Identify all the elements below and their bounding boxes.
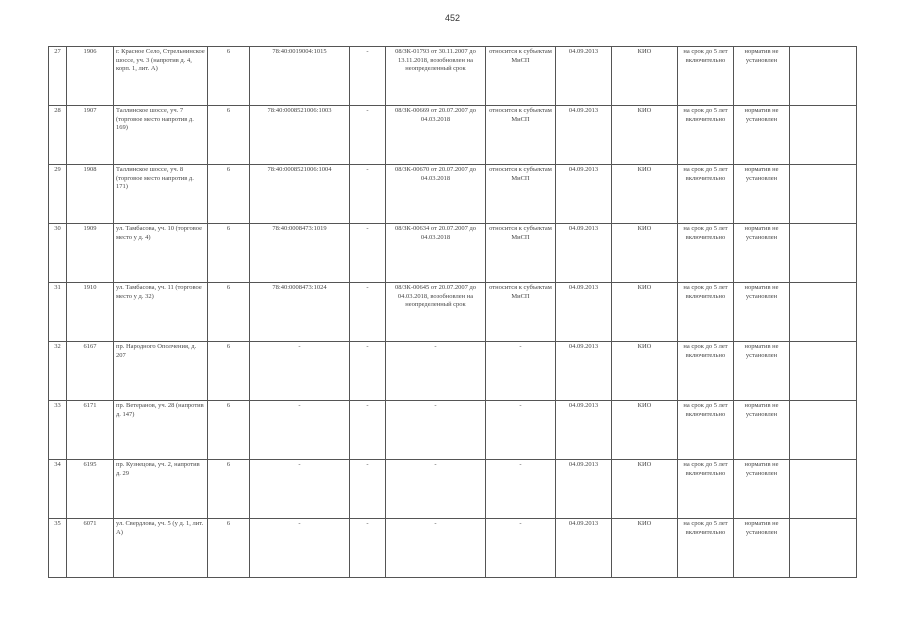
date-cell: 04.09.2013 [556,460,612,519]
contract-cell: 08/ЗК-00670 от 20.07.2007 до 04.03.2018 [386,165,486,224]
date-cell: 04.09.2013 [556,224,612,283]
authority-cell: КИО [612,460,678,519]
term-cell: на срок до 5 лет включительно [678,224,734,283]
address-cell: ул. Тамбасова, уч. 10 (торговое место у д. 4) [114,224,208,283]
table-row [49,519,857,578]
owner-category-cell: - [486,401,556,460]
address-cell: ул. Свердлова, уч. 5 (у д. 1, лит. А) [114,519,208,578]
address-cell: пр. Народного Ополчения, д. 207 [114,342,208,401]
object-code-cell: 1910 [67,283,114,342]
address-cell: Таллинское шоссе, уч. 7 (торговое место напротив д. 169) [114,106,208,165]
owner-category-cell: относится к субъектам МиСП [486,165,556,224]
term-cell: на срок до 5 лет включительно [678,460,734,519]
extra-field-cell: - [350,401,386,460]
norm-cell: норматив не установлен [734,224,790,283]
object-code-cell: 1906 [67,47,114,106]
extra-field-cell: - [350,283,386,342]
extra-field-cell: - [350,224,386,283]
term-cell: на срок до 5 лет включительно [678,106,734,165]
cadastral-number-cell: - [250,401,350,460]
cadastral-number-cell: - [250,460,350,519]
registry-table [48,46,857,578]
row-number-cell: 31 [49,283,67,342]
cadastral-number-cell: - [250,342,350,401]
quantity-cell: 6 [208,460,250,519]
table-row [49,460,857,519]
quantity-cell: 6 [208,342,250,401]
cadastral-number-cell: - [250,519,350,578]
contract-cell: - [386,342,486,401]
address-cell: пр. Ветеранов, уч. 28 (напротив д. 147) [114,401,208,460]
authority-cell: КИО [612,106,678,165]
authority-cell: КИО [612,401,678,460]
extra-field-cell: - [350,106,386,165]
date-cell: 04.09.2013 [556,283,612,342]
empty-cell-cell [790,460,857,519]
table-row [49,342,857,401]
row-number-cell: 30 [49,224,67,283]
row-number-cell: 29 [49,165,67,224]
cadastral-number-cell: 78:40:0019004:1015 [250,47,350,106]
object-code-cell: 1907 [67,106,114,165]
object-code-cell: 6167 [67,342,114,401]
date-cell: 04.09.2013 [556,401,612,460]
quantity-cell: 6 [208,401,250,460]
address-cell: Таллинское шоссе, уч. 8 (торговое место напротив д. 171) [114,165,208,224]
date-cell: 04.09.2013 [556,165,612,224]
date-cell: 04.09.2013 [556,519,612,578]
date-cell: 04.09.2013 [556,106,612,165]
cadastral-number-cell: 78:40:0008473:1024 [250,283,350,342]
authority-cell: КИО [612,224,678,283]
table-body [49,47,857,578]
norm-cell: норматив не установлен [734,283,790,342]
norm-cell: норматив не установлен [734,460,790,519]
quantity-cell: 6 [208,165,250,224]
quantity-cell: 6 [208,47,250,106]
row-number-cell: 32 [49,342,67,401]
authority-cell: КИО [612,47,678,106]
empty-cell-cell [790,401,857,460]
owner-category-cell: относится к субъектам МиСП [486,224,556,283]
owner-category-cell: - [486,460,556,519]
row-number-cell: 33 [49,401,67,460]
object-code-cell: 6171 [67,401,114,460]
contract-cell: - [386,401,486,460]
norm-cell: норматив не установлен [734,165,790,224]
quantity-cell: 6 [208,106,250,165]
norm-cell: норматив не установлен [734,519,790,578]
norm-cell: норматив не установлен [734,401,790,460]
table-row [49,47,857,106]
table-row [49,224,857,283]
table-row [49,165,857,224]
empty-cell-cell [790,47,857,106]
owner-category-cell: относится к субъектам МиСП [486,283,556,342]
extra-field-cell: - [350,519,386,578]
row-number-cell: 28 [49,106,67,165]
owner-category-cell: - [486,342,556,401]
quantity-cell: 6 [208,283,250,342]
authority-cell: КИО [612,342,678,401]
authority-cell: КИО [612,165,678,224]
object-code-cell: 6195 [67,460,114,519]
quantity-cell: 6 [208,224,250,283]
empty-cell-cell [790,283,857,342]
contract-cell: 08/ЗК-00645 от 20.07.2007 до 04.03.2018, возобновлен на неопределенный срок [386,283,486,342]
authority-cell: КИО [612,283,678,342]
table-row [49,401,857,460]
table-row [49,283,857,342]
object-code-cell: 6071 [67,519,114,578]
term-cell: на срок до 5 лет включительно [678,342,734,401]
contract-cell: 08/ЗК-01793 от 30.11.2007 до 13.11.2018, возобновлен на неопределенный срок [386,47,486,106]
object-code-cell: 1908 [67,165,114,224]
authority-cell: КИО [612,519,678,578]
row-number-cell: 34 [49,460,67,519]
table-row [49,106,857,165]
contract-cell: - [386,519,486,578]
contract-cell: 08/ЗК-00634 от 20.07.2007 до 04.03.2018 [386,224,486,283]
row-number-cell: 35 [49,519,67,578]
date-cell: 04.09.2013 [556,47,612,106]
address-cell: пр. Кузнецова, уч. 2, напротив д. 29 [114,460,208,519]
cadastral-number-cell: 78:40:0008521006:1003 [250,106,350,165]
term-cell: на срок до 5 лет включительно [678,283,734,342]
term-cell: на срок до 5 лет включительно [678,519,734,578]
owner-category-cell: относится к субъектам МиСП [486,106,556,165]
contract-cell: - [386,460,486,519]
owner-category-cell: относится к субъектам МиСП [486,47,556,106]
extra-field-cell: - [350,460,386,519]
cadastral-number-cell: 78:40:0008521006:1004 [250,165,350,224]
cadastral-number-cell: 78:40:0008473:1019 [250,224,350,283]
page-number: 452 [444,13,461,23]
term-cell: на срок до 5 лет включительно [678,47,734,106]
empty-cell-cell [790,519,857,578]
date-cell: 04.09.2013 [556,342,612,401]
term-cell: на срок до 5 лет включительно [678,401,734,460]
extra-field-cell: - [350,165,386,224]
address-cell: ул. Тамбасова, уч. 11 (торговое место у д. 32) [114,283,208,342]
quantity-cell: 6 [208,519,250,578]
norm-cell: норматив не установлен [734,47,790,106]
empty-cell-cell [790,342,857,401]
empty-cell-cell [790,165,857,224]
address-cell: г. Красное Село, Стрельнинское шоссе, уч. 3 (напротив д. 4, корп. 1, лит. А) [114,47,208,106]
norm-cell: норматив не установлен [734,106,790,165]
term-cell: на срок до 5 лет включительно [678,165,734,224]
object-code-cell: 1909 [67,224,114,283]
extra-field-cell: - [350,342,386,401]
empty-cell-cell [790,106,857,165]
extra-field-cell: - [350,47,386,106]
row-number-cell: 27 [49,47,67,106]
empty-cell-cell [790,224,857,283]
owner-category-cell: - [486,519,556,578]
contract-cell: 08/ЗК-00669 от 20.07.2007 до 04.03.2018 [386,106,486,165]
norm-cell: норматив не установлен [734,342,790,401]
